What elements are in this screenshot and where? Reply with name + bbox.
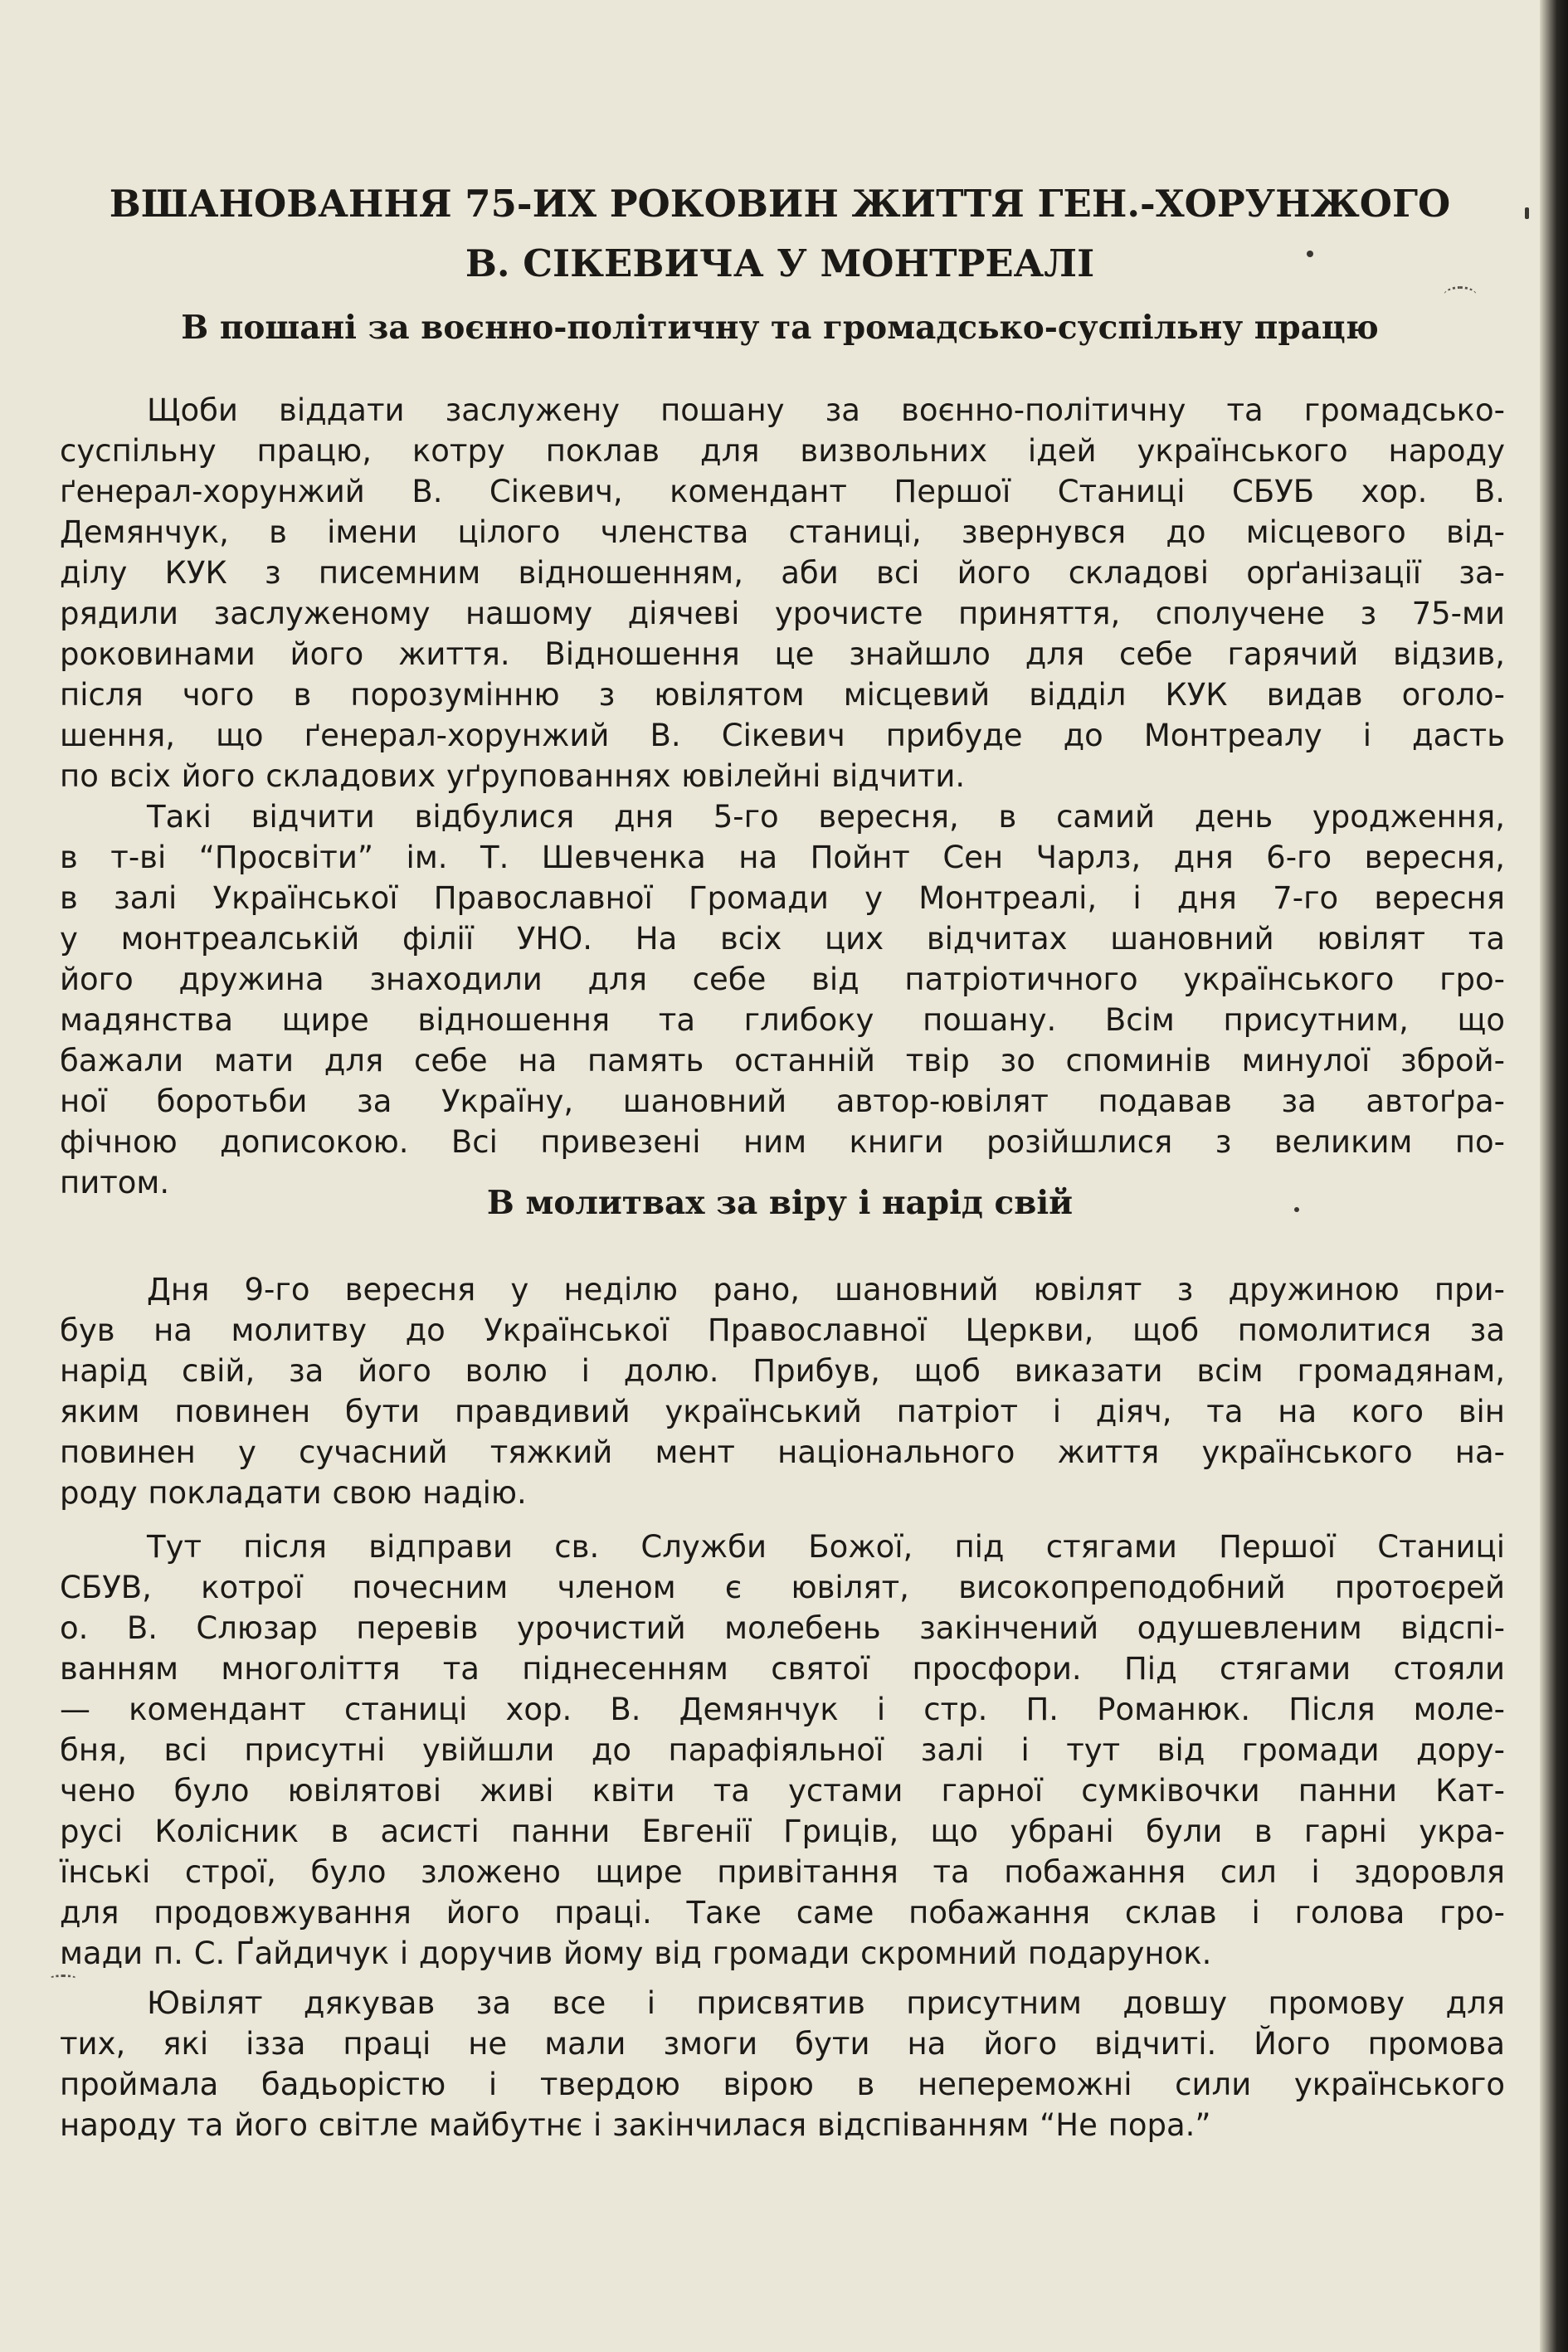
text-line: в залі Української Православної Громади у Монтреалі, і дня 7-го вересня	[60, 880, 1505, 916]
text-line: Тут після відправи св. Служби Божої, під стягами Першої Станиці	[147, 1529, 1505, 1565]
text-line: по всіх його складових уґрупованнях ювілейні відчити.	[60, 758, 966, 794]
section-heading-2: В молитвах за віру і нарід свій	[486, 1184, 1074, 1222]
text-line: у монтреалській філії УНО. На всіх цих відчитах шановний ювілят та	[60, 921, 1505, 957]
text-line: яким повинен бути правдивий український патріот і діяч, та на кого він	[60, 1394, 1505, 1429]
scan-speck	[1525, 207, 1529, 219]
text-line: — комендант станиці хор. В. Демянчук і стр. П. Романюк. Після моле-	[60, 1692, 1505, 1727]
text-line: фічною дописокою. Всі привезені ним книги розійшлися з великим по-	[60, 1124, 1505, 1160]
text-line: шення, що ґенерал-хорунжий В. Сікевич прибуде до Монтреалу і дасть	[60, 718, 1505, 753]
text-line: тих, які ізза праці не мали змоги бути на його відчиті. Його промова	[60, 2026, 1505, 2062]
text-line: ґенерал-хорунжий В. Сікевич, комендант Першої Станиці СБУБ хор. В.	[60, 474, 1505, 509]
text-line: народу та його світле майбутнє і закінчилася відспіванням “Не пора.”	[60, 2107, 1211, 2143]
text-line: роду покладати свою надію.	[60, 1475, 527, 1511]
text-line: для продовжування його праці. Таке саме побажання склав і голова гро-	[60, 1895, 1505, 1931]
text-line: Дня 9-го вересня у неділю рано, шановний ювілят з дружиною при-	[147, 1272, 1505, 1307]
paragraph-1	[60, 390, 1505, 796]
paragraph-2	[60, 796, 1505, 1203]
scan-speck	[1307, 251, 1313, 257]
text-line: після чого в порозумінню з ювілятом місцевий відділ КУК видав оголо-	[60, 677, 1505, 713]
text-line: їнські строї, було зложено щире привітання та побажання сил і здоровля	[60, 1854, 1505, 1890]
text-line: був на молитву до Української Православної Церкви, щоб помолитися за	[60, 1312, 1505, 1348]
paragraph-5	[60, 1983, 1505, 2145]
scan-speck	[1294, 1207, 1299, 1212]
text-line: мадянства щире відношення та глибоку пошану. Всім присутним, що	[60, 1002, 1505, 1038]
text-line: о. В. Слюзар перевів урочистий молебень закінчений одушевленим відспі-	[60, 1610, 1505, 1646]
text-line: мади п. С. Ґайдичук і доручив йому від громади скромний подарунок.	[60, 1936, 1212, 1971]
text-line: Демянчук, в імени цілого членства станиці, звернувся до місцевого від-	[60, 514, 1505, 550]
document-title	[83, 174, 1477, 294]
text-line: Щоби віддати заслужену пошану за воєнно-політичну та громадсько-	[147, 392, 1505, 428]
text-line: роковинами його життя. Відношення це знайшло для себе гарячий відзив,	[60, 636, 1505, 672]
text-line: ділу КУК з писемним відношенням, аби всі його складові орґанізації за-	[60, 555, 1505, 591]
text-line: Такі відчити відбулися дня 5-го вересня, в самий день уродження,	[147, 799, 1505, 835]
text-line: рядили заслуженому нашому діячеві урочисте приняття, сполучене з 75-ми	[60, 596, 1505, 631]
text-line: ванням многоліття та піднесенням святої просфори. Під стягами стояли	[60, 1651, 1505, 1687]
scan-speck	[1444, 286, 1477, 305]
text-line: його дружина знаходили для себе від патріотичного українського гро-	[60, 962, 1505, 997]
paragraph-3	[60, 1269, 1505, 1513]
text-line: питом.	[60, 1165, 170, 1200]
text-line: повинен у сучасний тяжкий мент національного життя українського на-	[60, 1434, 1505, 1470]
text-line: Ювілят дякував за все і присвятив присутним довшу промову для	[147, 1985, 1505, 2021]
section-heading-1: В пошані за воєнно-політичну та громадсько-суспільну працю	[181, 309, 1379, 347]
paragraph-4	[60, 1527, 1505, 1974]
text-line: бня, всі присутні увійшли до парафіяльної залі і тут від громади дору-	[60, 1732, 1505, 1768]
text-line: бажали мати для себе на память останній твір зо споминів минулої збрoй-	[60, 1043, 1505, 1079]
title-line-1: ВШАНОВАННЯ 75-ИХ РОКОВИН ЖИТТЯ ГЕН.-ХОРУНЖОГО	[109, 182, 1451, 226]
text-line: чено було ювілятові живі квіти та устами гарної сумківочки панни Кат-	[60, 1773, 1505, 1809]
text-line: русі Колісник в асисті панни Евгенії Гриців, що убрані були в гарні укра-	[60, 1814, 1505, 1849]
text-line: проймала бадьорістю і твердою вірою в непереможні сили українського	[60, 2067, 1505, 2102]
title-line-2: В. СІКЕВИЧА У МОНТРЕАЛІ	[465, 241, 1095, 285]
text-line: СБУВ, котрої почесним членом є ювілят, високопреподобний протоєрей	[60, 1570, 1505, 1605]
page-edge-shadow	[1540, 0, 1568, 2352]
scan-speck	[50, 1975, 76, 1982]
text-line: в т-ві “Просвіти” ім. Т. Шевченка на Пойнт Сен Чарлз, дня 6-го вересня,	[60, 840, 1505, 875]
text-line: ної боротьби за Україну, шановний автор-ювілят подавав за автоґра-	[60, 1083, 1505, 1119]
text-line: суспільну працю, котру поклав для визвольних ідей українського народу	[60, 433, 1505, 469]
text-line: нарід свій, за його волю і долю. Прибув, щоб виказати всім громадянам,	[60, 1353, 1505, 1389]
